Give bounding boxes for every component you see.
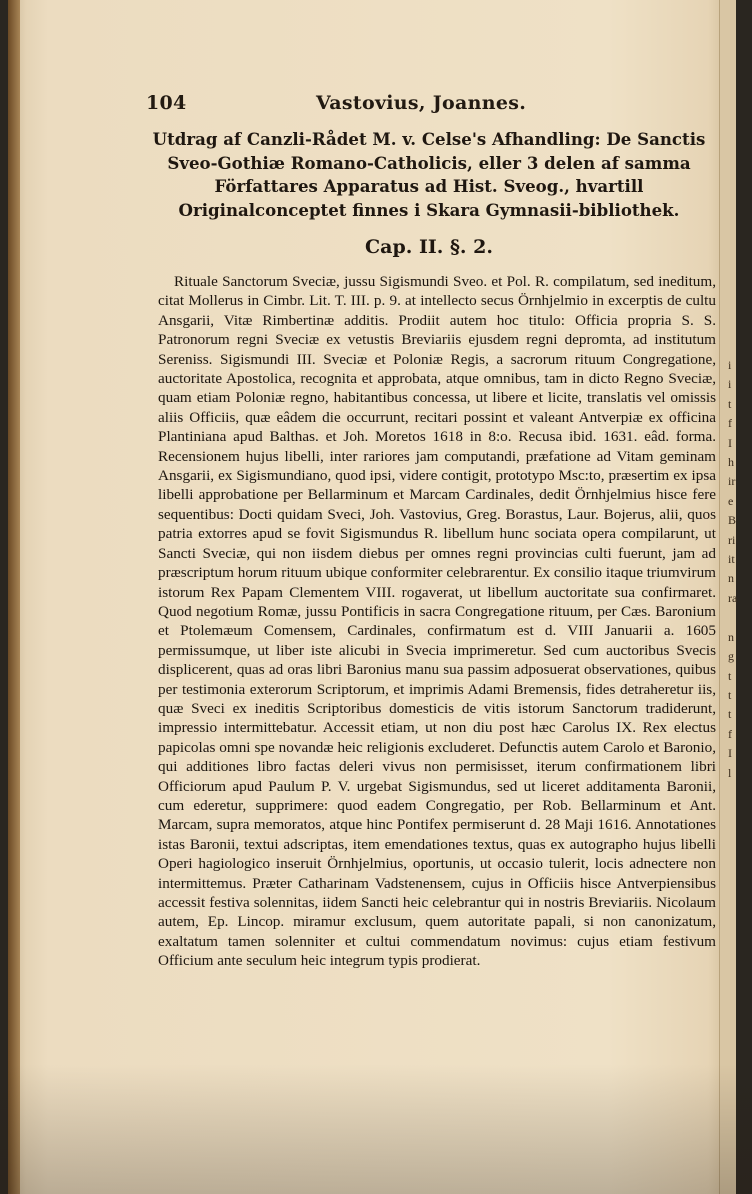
body-text: Rituale Sanctorum Sveciæ, jussu Sigismundi Sveo. et Pol. R. compilatum, sed ineditum, citat Mollerus in Cimbr. Lit. T. III. p. 9. at intellecto secus Örnhjelmio in excerptis de cultu Ansgarii, Vitæ Rimbertinæ additis. Prodiit autem hoc titulo: Officia propria S. S. Patronorum regni Sveciæ ex vetustis Breviariis ejusdem regni depromta, ad institutum Sereniss. Sigismundi III. Sveciæ et Poloniæ Regis, a sacrorum rituum Congregatione, auctoritate Apostolica, recognita et approbata, atque omnibus, tam in dicto Regno Sveciæ, quam etiam Poloniæ regno, habitantibus concessa, ut libere et licite, translatis vel omissis aliis Officiis, quæ eâdem die occurrunt, recitari possint et valeant Antverpiæ ex officina Plantiniana apud Balthas. et Joh. Moretos 1618 in 8:o. Recusa ibid. 1631. eâd. forma. Recensionem hujus libelli, inter rariores jam computandi, præfatione ad Vitam geminam Ansgarii, ex Sigismundiano, quod ipsi, videre contigit, prototypo Msc:to, præsertim ex ipsa libelli approbatione per Bellarminum et Marcam Cardinales, dedit Örnhjelmius hisce fere sequentibus: Docti quidam Sveci, Joh. Vastovius, Greg. Borastus, Laur. Bojerus, alii, quos patria extorres apud se fovit Sigismundus R. libellum hunc sociata opera compilarunt, ut Sancti Sveciæ, qui non iisdem diebus per omnes regni provincias culti fuerunt, jam ad præscriptum horum rituum ubique conformiter celebrarentur. Ex consilio itaque triumvirum istorum Rex Papam Clementem VIII. rogaverat, ut libellum auctoritate sua confirmaret. Quod negotium Romæ, jussu Pontificis in sacra Congregatione rituum, per Cæs. Baronium et Ptolemæum Comensem, Cardinales, confirmatum est d. VIII Januarii a. 1605 permissumque, ut liber iste alicubi in Svecia imprimeretur. Sed cum auctoribus Svecis displicerent, quas ad oras libri Baronius manu sua passim adposuerat observationes, quibus per testimonia exterorum Scriptorum, et imprimis Adami Bremensis, fides detraheretur iis, quæ Sveci ex ineditis Scriptoribus domesticis de vitis istorum Sanctorum tradiderunt, impressio intermittebatur. Accessit etiam, ut non diu post hæc Carolus IX. Rex electus papicolas omni spe novandæ heic religionis excluderet. Defunctis autem Carolo et Baronio, qui additiones libro factas deleri vivus non permisisset, iterum confirmationem libri Officiorum apud Paulum P. V. urgebat Sigismundus, sed ut liceret additamenta Baronii, cum ederetur, supprimere: quod eadem Congregatio, per Rob. Bellarminum et Ant. Marcam, supra memoratos, atque hinc Pontifex permiserunt d. 28 Maji 1616. Annotationes istas Baronii, textui adscriptas, item emendationes textus, quas ex autographo hujus libelli Operi hagiologico inseruit Örnhjelmius, oportunis, ut occasio tulerit, locis adnectere non intermittemus. Præter Catharinam Vadstenensem, cujus in Officiis hisce Antverpiensibus accessit festiva solennitas, iidem Sancti heic celebrantur qui in nostris Breviariis. Nicolaum autem, Ep. Lincop. miramur exclusum, quem autoritate papali, si non canonizatum, exaltatum tamen solenniter et cultui commendatum novimus: cujus etiam festivum Officium ante seculum heic integrum typis prodierat. [158,273,716,970]
margin-mark: ra [728,590,738,605]
margin-mark: t [728,707,732,722]
margin-mark: it [728,552,735,567]
margin-mark: I [728,435,732,450]
margin-mark: h [728,455,734,470]
margin-mark: f [728,416,732,431]
margin-mark: t [728,668,732,683]
margin-mark: ir [728,474,736,489]
page-binding-edge [8,0,20,1194]
margin-mark: f [728,726,732,741]
margin-mark: t [728,396,732,411]
chapter-heading: Cap. II. §. 2. [365,236,493,258]
page-number: 104 [146,92,187,114]
margin-mark: e [728,493,734,508]
section-title: Utdrag af Canzli-Rådet M. v. Celse's Afhandling: De Sanctis Sveo-Gothiæ Romano-Catholicis, eller 3 delen af samma Författares Apparatus ad Hist. Sveog., hvartill Originalconceptet finnes i Skara Gymnasii-bibliothek. [152,129,706,220]
margin-mark: n [728,629,734,644]
margin-mark: l [728,765,732,780]
margin-mark: g [728,649,734,664]
margin-mark [728,608,746,627]
margin-mark: t [728,687,732,702]
margin-mark: ri [728,532,736,547]
adjacent-page-margin-text [728,356,746,783]
margin-mark: B [728,513,737,528]
margin-mark: n [728,571,734,586]
margin-mark: I [728,746,732,761]
margin-mark: i [728,358,732,372]
running-head: Vastovius, Joannes. [316,92,527,114]
margin-mark: i [728,377,732,392]
